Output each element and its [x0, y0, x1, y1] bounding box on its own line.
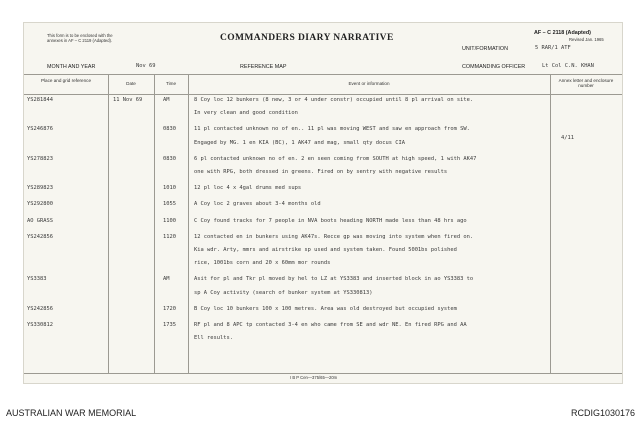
- entry-time: 1100: [163, 217, 176, 224]
- entry-date: 11 Nov 69: [113, 97, 143, 103]
- event-text: In very clean and good condition: [194, 110, 298, 117]
- co-value: Lt Col C.N. KHAN: [542, 63, 594, 69]
- event-text: 12 contacted en in bunkers using AK47s. Recce gp was moving into system when fired on.: [194, 233, 474, 240]
- grid-reference: YS242856: [27, 233, 53, 240]
- event-text: Ell results.: [194, 335, 233, 342]
- annex-number: 4/11: [561, 135, 574, 142]
- event-text: rice, 1001bs corn and 20 x 60mm mor rounds: [194, 260, 331, 267]
- col-divider-date: [108, 74, 109, 373]
- event-text: Kia wdr. Arty, mmrs and airstrike sp used and system taken. Found 5001bs polished: [194, 247, 457, 253]
- grid-reference: YS289823: [27, 185, 53, 192]
- entry-time: 0830: [163, 155, 176, 162]
- grid-reference: YS3383: [27, 276, 47, 283]
- refmap-label: REFERENCE MAP: [240, 64, 287, 70]
- entry-time: AM: [163, 276, 170, 283]
- col-divider-annex: [550, 74, 551, 373]
- unit-value: 5 RAR/1 ATF: [535, 45, 571, 51]
- col-head-date: Date: [126, 81, 136, 86]
- col-head-event: Event or information: [348, 81, 390, 86]
- event-text: sp A Coy activity (search of bunker system at YS330813): [194, 289, 373, 296]
- table-top-rule: [24, 74, 622, 75]
- footer-record-id: RCDIG1030176: [570, 408, 635, 418]
- grid-reference: YS281844: [27, 97, 53, 103]
- unit-label: UNIT/FORMATION: [462, 46, 509, 52]
- col-head-place: Place and grid reference: [40, 78, 92, 83]
- col-head-annex: Annex letter and enclosure number: [558, 78, 614, 89]
- month-value: Nov 69: [136, 63, 156, 69]
- entry-time: 1735: [163, 322, 176, 328]
- form-instruction-2: annexes in AF – C 2119 (Adapted).: [47, 38, 113, 43]
- entry-time: 1720: [163, 305, 176, 312]
- entry-time: AM: [163, 97, 170, 103]
- event-text: RF pl and 8 APC tp contacted 3-4 en who came from SE and wdr NE. En fired RPG and AA: [194, 322, 467, 328]
- event-text: Asit for pl and Tkr pl moved by hel to LZ at YS3383 and inserted block in ao YS3383 to: [194, 276, 474, 283]
- event-text: one with RPG, both dressed in greens. Fired on by sentry with negative results: [194, 169, 448, 175]
- page-title: COMMANDERS DIARY NARRATIVE: [220, 33, 394, 43]
- form-revised: Revised Jan. 1965: [569, 37, 604, 42]
- entry-time: 1055: [163, 201, 176, 208]
- col-head-time: Time: [165, 81, 177, 86]
- event-text: B Coy loc 10 bunkers 100 x 100 metres. Area was old destroyed but occupied system: [194, 305, 457, 312]
- footer-credit: AUSTRALIAN WAR MEMORIAL: [6, 408, 137, 418]
- event-text: 6 pl contacted unknown no of en. 2 en seen coming from SOUTH at high speed, 1 with AK47: [194, 155, 477, 162]
- co-label: COMMANDING OFFICER: [462, 64, 526, 70]
- event-text: A Coy loc 2 graves about 3-4 months old: [194, 201, 321, 208]
- grid-reference: YS292800: [27, 201, 53, 208]
- event-text: C Coy found tracks for 7 people in NVA boots heading NORTH made less than 48 hrs ago: [194, 217, 467, 224]
- col-divider-event: [188, 74, 189, 373]
- form-number: AF – C 2118 (Adapted): [534, 30, 591, 36]
- event-text: 8 Coy loc 12 bunkers (8 new, 3 or 4 under constr) occupied until 8 pl arrival on site.: [194, 97, 474, 103]
- grid-reference: AO GRASS: [27, 217, 53, 224]
- grid-reference: YS246876: [27, 126, 53, 133]
- event-text: 12 pl loc 4 x 4gal drums med sups: [194, 185, 302, 192]
- col-divider-time: [154, 74, 155, 373]
- grid-reference: YS330812: [27, 322, 53, 328]
- grid-reference: YS242856: [27, 305, 53, 312]
- table-bottom-rule: [24, 373, 622, 374]
- month-label: MONTH AND YEAR: [47, 64, 96, 70]
- entry-time: 1010: [163, 185, 176, 192]
- event-text: Engaged by MG. 1 en KIA (BC), 1 AK47 and mag, small qty docus CIA: [194, 139, 405, 146]
- entry-time: 1120: [163, 233, 176, 240]
- table-header-rule: [24, 94, 622, 95]
- grid-reference: YS278823: [27, 155, 53, 162]
- printer-note: I B P Cen—375/65—20m: [290, 375, 338, 380]
- entry-time: 0830: [163, 126, 176, 133]
- diary-page: [23, 22, 623, 384]
- event-text: 11 pl contacted unknown no of en.. 11 pl was moving WEST and saw en approach from SW.: [194, 126, 470, 133]
- form-instruction-1: This form is to be enclosed with the: [47, 33, 113, 38]
